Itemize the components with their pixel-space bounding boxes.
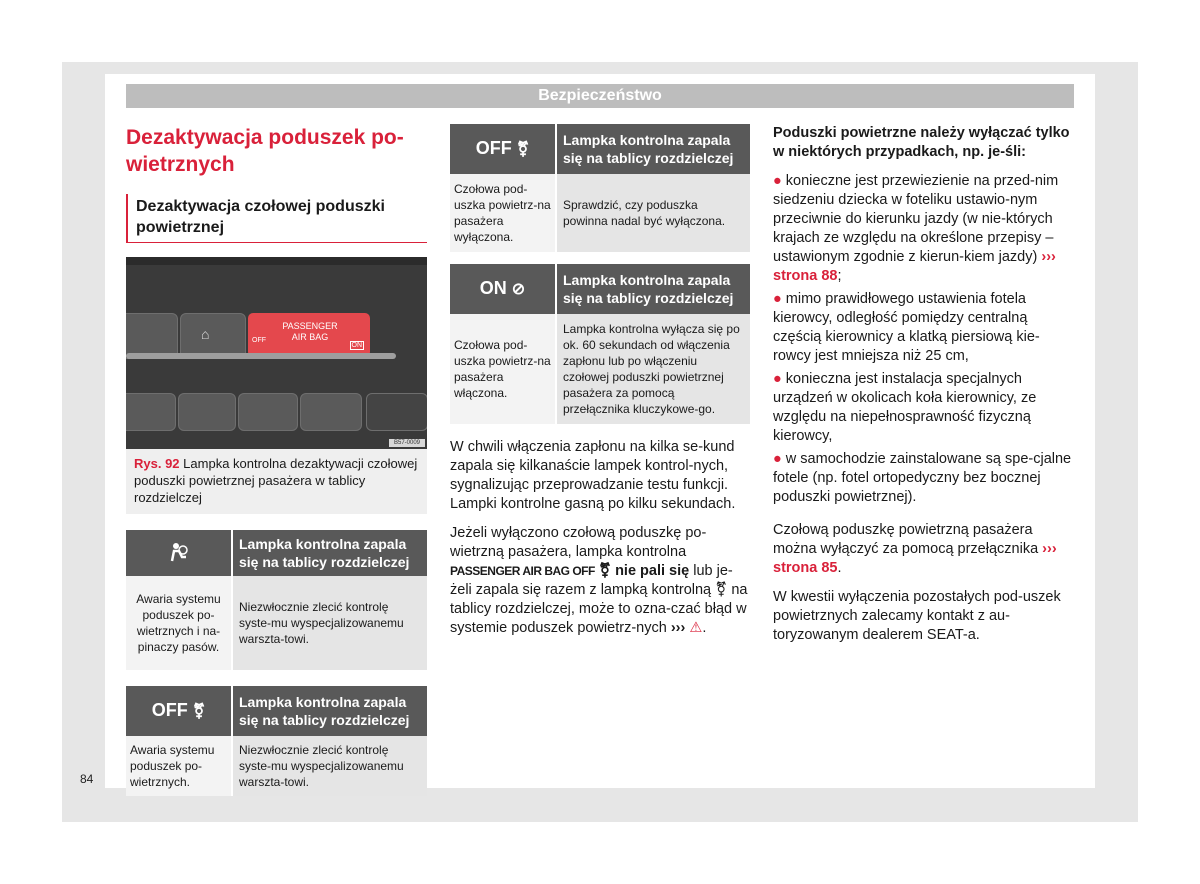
bullet-icon: ●	[773, 173, 782, 189]
bullet-icon: ●	[773, 291, 782, 307]
table-condition: Czołowa pod-uszka powietrz-na pasażera włączona.	[450, 314, 556, 424]
car-icon: ⌂	[201, 326, 210, 342]
table-header: Lampka kontrolna zapala się na tablicy rozdzielczej	[232, 530, 427, 576]
indicator-on-label: ON	[351, 342, 362, 349]
warning-table	[126, 530, 427, 670]
airbag-warning-icon	[126, 530, 232, 576]
caption-label: Rys. 92	[134, 456, 180, 471]
paragraph-passenger-airbag	[450, 524, 750, 638]
dashboard-figure	[126, 257, 427, 449]
panel-button	[126, 393, 176, 431]
paragraph-end: .	[702, 620, 707, 636]
paragraph-text: Czołową poduszkę powietrzną pasażera można wyłączyć za pomocą przełącznika	[773, 522, 1039, 557]
paragraph-text: na tablicy rozdzielczej, może to ozna-czać błąd w systemie poduszek powietrz-nych	[450, 582, 748, 636]
paragraph-switch	[773, 521, 1073, 578]
indicator-label-line2: AIR BAG	[291, 332, 329, 342]
warning-table	[450, 124, 750, 252]
column-middle	[450, 124, 750, 648]
indicator-label-line1: PASSENGER	[282, 321, 338, 331]
panel-button	[238, 393, 298, 431]
paragraph-text: Jeżeli wyłączono czołową poduszkę po-wietrzną pasażera, lampka kontrolna	[450, 525, 707, 560]
list-item-text: w samochodzie zainstalowane są spe-cjalne fotele (np. fotel ortopedyczny bez bocznej poduszki powietrznej).	[773, 451, 1072, 505]
list-item	[773, 290, 1073, 366]
list-item	[773, 370, 1073, 446]
paragraph-end: .	[837, 560, 842, 576]
column-left	[126, 124, 427, 796]
figure-caption	[126, 449, 427, 514]
passenger-airbag-off-label: PASSENGER AIR BAG OFF	[450, 564, 595, 578]
passenger-airbag-off-icon: OFF ⚧	[126, 686, 232, 736]
column-right	[773, 124, 1073, 655]
airbag-indicator	[248, 313, 370, 357]
panel-button	[178, 393, 236, 431]
table-header: Lampka kontrolna zapala się na tablicy rozdzielczej	[556, 124, 750, 174]
bullet-icon: ●	[773, 371, 782, 387]
passenger-airbag-on-icon: ON ⊘	[450, 264, 556, 314]
airbag-warning-glyph-icon: ⚧	[715, 582, 728, 598]
page-reference-link[interactable]: ››› strona 88	[773, 249, 1056, 284]
table-condition: Awaria systemu poduszek po-wietrznych i na-pinaczy pasów.	[126, 576, 232, 670]
intro-heading: Poduszki powietrzne należy wyłączać tylko w niektórych przypadkach, np. je-śli:	[773, 125, 1070, 160]
table-action: Niezwłocznie zlecić kontrolę syste-mu wyspecjalizowanemu warszta-towi.	[232, 736, 427, 796]
caption-text: Lampka kontrolna dezaktywacji czołowej poduszki powietrznej pasażera w tablicy rozdzielczej	[134, 456, 418, 505]
figure-code: B57-0009	[389, 439, 425, 447]
table-header: Lampka kontrolna zapala się na tablicy rozdzielczej	[556, 264, 750, 314]
table-action: Lampka kontrolna wyłącza się po ok. 60 sekundach od włączenia zapłonu lub po włączeniu czołowej poduszki powietrznej pasażera za pomocą przełącznika kluczykowe-go.	[556, 314, 750, 424]
airbag-off-glyph-icon: ⚧	[598, 563, 612, 579]
table-condition: Awaria systemu poduszek po-wietrznych.	[126, 736, 232, 796]
list-item-text: konieczne jest przewiezienie na przed-nim siedzeniu dziecka w foteliku ustawio-nym przeciwnie do kierunku jazdy (w nie-których krajach ze względu na określone przepisy – ustawionym zgodnie z kierun-kiem jazdy)	[773, 173, 1059, 265]
paragraph-ignition: W chwili włączenia zapłonu na kilka se-kund zapala się kilkanaście lampek kontrol-nych, sygnalizując przeprowadzanie testu funkcji. Lampki kontrolne gasną po kilku sekundach.	[450, 439, 736, 512]
chrome-trim	[126, 353, 396, 359]
list-item	[773, 450, 1073, 507]
warning-table	[126, 686, 427, 796]
icon-text: OFF	[475, 138, 512, 158]
page-title: Dezaktywacja poduszek po-wietrznych	[126, 126, 404, 176]
table-header: Lampka kontrolna zapala się na tablicy rozdzielczej	[232, 686, 427, 736]
cross-ref-arrows: ›››	[670, 620, 686, 636]
table-condition: Czołowa pod-uszka powietrz-na pasażera wyłączona.	[450, 174, 556, 252]
panel-button	[300, 393, 362, 431]
bullet-icon: ●	[773, 451, 782, 467]
emphasis-text: nie pali się	[615, 563, 690, 579]
passenger-airbag-off-icon: OFF ⚧	[450, 124, 556, 174]
warning-table	[450, 264, 750, 424]
paragraph-dealer: W kwestii wyłączenia pozostałych pod-uszek powietrznych zalecamy kontakt z au-toryzowanym dealerem SEAT-a.	[773, 589, 1061, 643]
list-item	[773, 172, 1073, 286]
list-item-text: mimo prawidłowego ustawienia fotela kierowcy, odległość pomiędzy centralną częścią kierownicy a klatką piersiową kie-rowcy jest mniejsza niż 25 cm,	[773, 291, 1040, 364]
indicator-off-label: OFF	[252, 337, 266, 344]
section-header: Bezpieczeństwo	[126, 84, 1074, 108]
table-action: Sprawdzić, czy poduszka powinna nadal być wyłączona.	[556, 174, 750, 252]
page-reference-link[interactable]: ››› strona 85	[773, 541, 1057, 576]
panel-slot	[366, 393, 427, 431]
icon-text: OFF	[151, 700, 188, 720]
icon-text: ON	[479, 278, 507, 298]
list-item-tail: ;	[837, 268, 842, 284]
page-number: 84	[80, 772, 94, 786]
section-subtitle: Dezaktywacja czołowej poduszki powietrznej	[126, 194, 427, 243]
warning-triangle-icon: ⚠	[689, 620, 703, 636]
list-item-text: konieczna jest instalacja specjalnych urządzeń w okolicach koła kierownicy, ze względu na niepełnosprawność fizyczną kierowcy,	[773, 371, 1037, 444]
table-action: Niezwłocznie zlecić kontrolę syste-mu wyspecjalizowanemu warszta-towi.	[232, 576, 427, 670]
paragraph-text: lub je-żeli zapala się razem z lampką kontrolną	[450, 563, 733, 598]
